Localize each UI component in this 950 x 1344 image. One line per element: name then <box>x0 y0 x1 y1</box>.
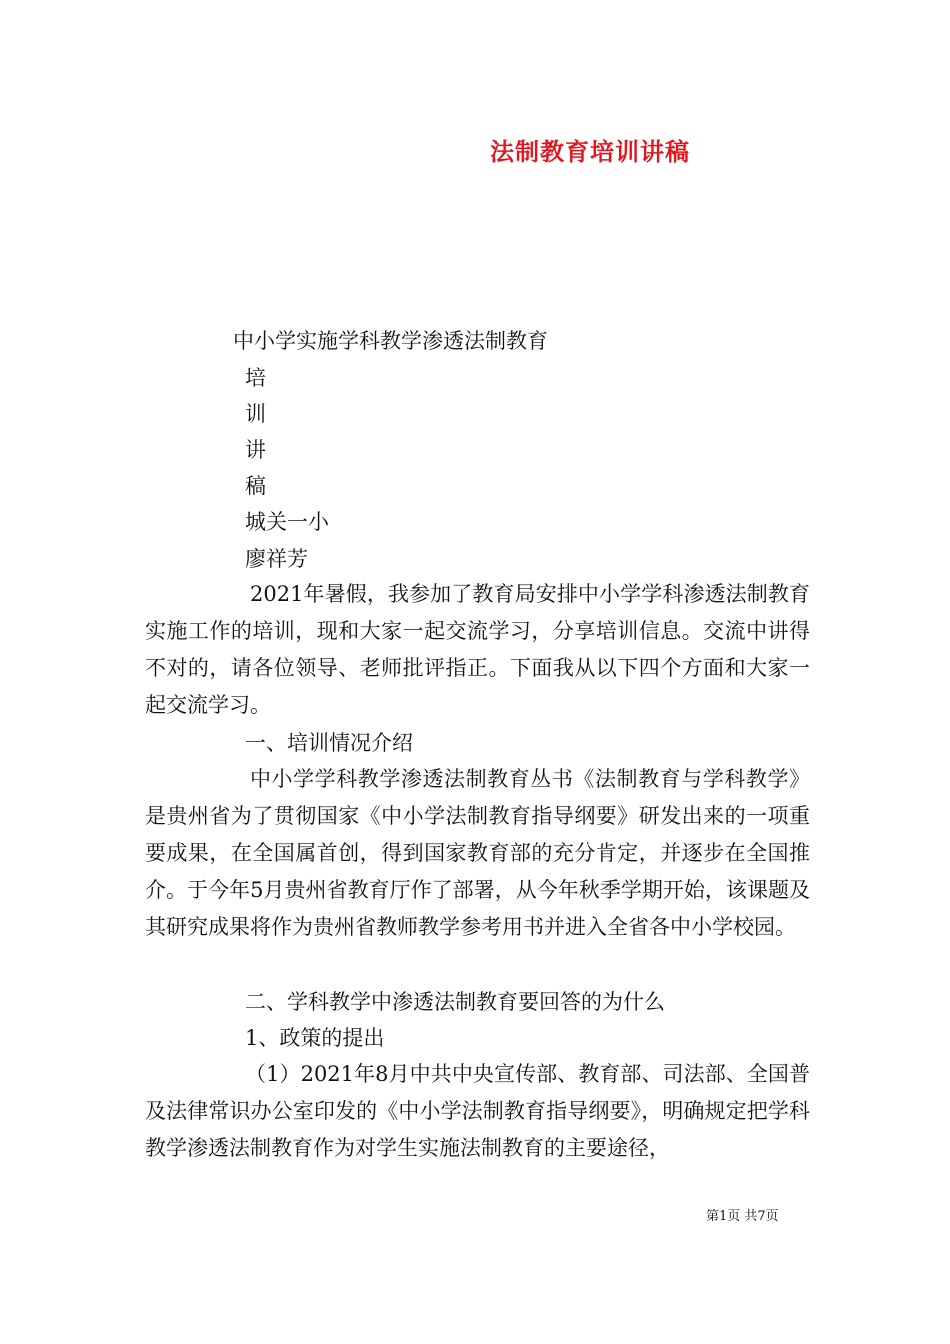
section2-heading: 二、学科教学中渗透法制教育要回答的为什么 <box>245 990 665 1014</box>
document-subtitle: 中小学实施学科教学渗透法制教育 <box>233 329 548 353</box>
vertical-char-2: 训 <box>245 402 266 426</box>
section1-body: 中小学学科教学渗透法制教育丛书《法制教育与学科教学》是贵州省为了贯彻国家《中小学法制教育指导纲要》研发出来的一项重要成果，在全国属首创，得到国家教育部的充分肯定，并逐步在全国推介。于今年5月贵州省教育厅作了部署，从今年秋季学期开始，该课题及其研究成果将作为贵州省教师教学参考用书并进入全省各中小学校园。 <box>145 767 810 939</box>
page-footer: 第1页 共7页 <box>706 1209 779 1224</box>
vertical-char-4: 稿 <box>245 474 266 498</box>
intro-paragraph: 2021年暑假，我参加了教育局安排中小学学科渗透法制教育实施工作的培训，现和大家一起交流学习，分享培训信息。交流中讲得不对的，请各位领导、老师批评指正。下面我从以下四个方面和大家一起交流学习。 <box>145 582 810 717</box>
section1-heading: 一、培训情况介绍 <box>245 731 413 755</box>
author-name: 廖祥芳 <box>245 547 308 571</box>
school-name: 城关一小 <box>245 510 329 534</box>
vertical-char-3: 讲 <box>245 438 266 462</box>
vertical-char-1: 培 <box>245 366 266 390</box>
section2-subheading: 1、政策的提出 <box>245 1026 385 1050</box>
document-title: 法制教育培训讲稿 <box>490 137 690 166</box>
section2-item1: （1）2021年8月中共中央宣传部、教育部、司法部、全国普及法律常识办公室印发的《中小学法制教育指导纲要》，明确规定把学科教学渗透法制教育作为对学生实施法制教育的主要途径， <box>145 1062 810 1160</box>
